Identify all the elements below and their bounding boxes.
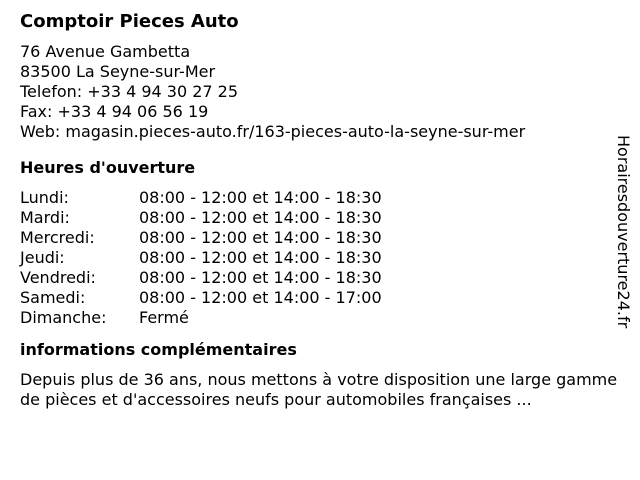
- phone-number: Telefon: +33 4 94 30 27 25: [20, 82, 239, 101]
- opening-hours-table: [20, 188, 610, 328]
- additional-info-heading: informations complémentaires: [20, 340, 297, 359]
- street-address: 76 Avenue Gambetta: [20, 42, 191, 61]
- business-name: Comptoir Pieces Auto: [20, 11, 239, 32]
- fax-number: Fax: +33 4 94 06 56 19: [20, 102, 209, 121]
- hours-day: Samedi:: [20, 288, 86, 307]
- opening-hours-heading: Heures d'ouverture: [20, 158, 196, 177]
- hours-row-samedi: [20, 288, 610, 308]
- hours-row-vendredi: [20, 268, 610, 288]
- hours-day: Jeudi:: [20, 248, 65, 267]
- hours-row-mardi: [20, 208, 610, 228]
- hours-day: Dimanche:: [20, 308, 107, 327]
- hours-row-jeudi: [20, 248, 610, 268]
- hours-row-mercredi: [20, 228, 610, 248]
- website-line: Web: magasin.pieces-auto.fr/163-pieces-auto-la-seyne-sur-mer: [20, 122, 526, 141]
- site-watermark: Horairesdouverture24.fr: [614, 135, 633, 329]
- hours-time: 08:00 - 12:00 et 14:00 - 18:30: [139, 248, 382, 267]
- hours-row-lundi: [20, 188, 610, 208]
- hours-day: Lundi:: [20, 188, 69, 207]
- hours-day: Vendredi:: [20, 268, 96, 287]
- hours-day: Mardi:: [20, 208, 70, 227]
- hours-day: Mercredi:: [20, 228, 95, 247]
- hours-time: 08:00 - 12:00 et 14:00 - 18:30: [139, 228, 382, 247]
- hours-time: Fermé: [139, 308, 189, 327]
- address-block: [20, 42, 610, 142]
- additional-info-text: Depuis plus de 36 ans, nous mettons à votre disposition une large gamme de pièces et d'accessoires neufs pour automobiles françaises ...: [20, 370, 618, 409]
- business-card: [20, 10, 618, 410]
- hours-time: 08:00 - 12:00 et 14:00 - 18:30: [139, 268, 382, 287]
- postal-city: 83500 La Seyne-sur-Mer: [20, 62, 216, 81]
- hours-time: 08:00 - 12:00 et 14:00 - 18:30: [139, 188, 382, 207]
- hours-row-dimanche: [20, 308, 610, 328]
- hours-time: 08:00 - 12:00 et 14:00 - 18:30: [139, 208, 382, 227]
- hours-time: 08:00 - 12:00 et 14:00 - 17:00: [139, 288, 382, 307]
